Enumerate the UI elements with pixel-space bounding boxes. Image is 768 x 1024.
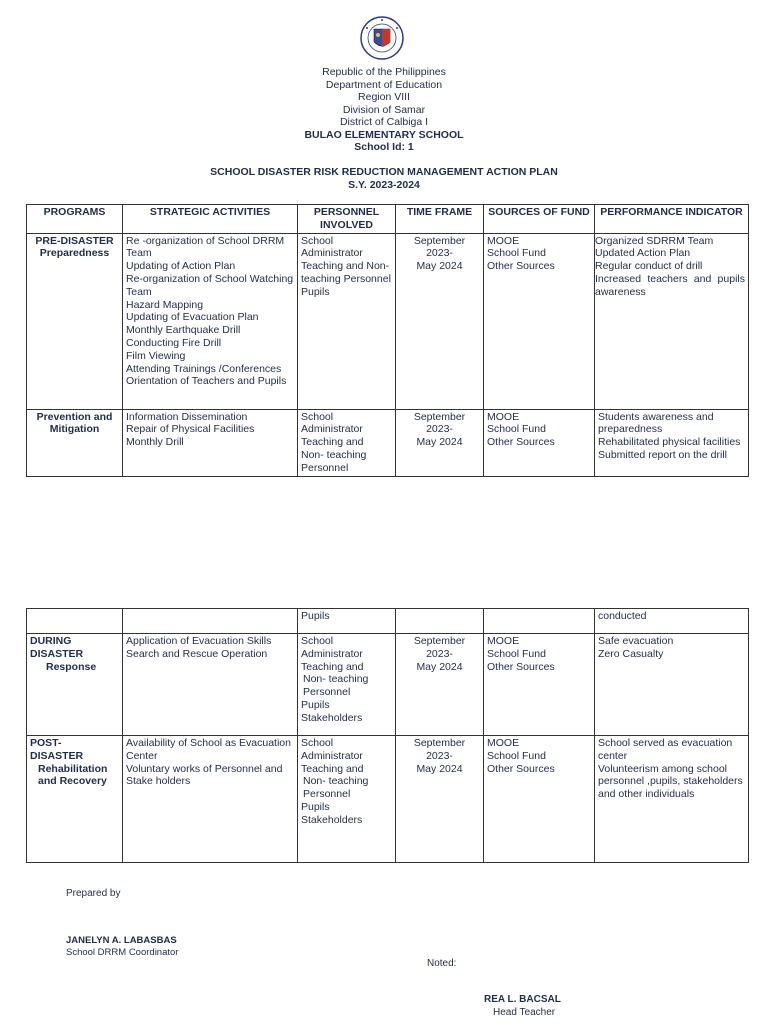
program-text: DISASTER [30, 749, 84, 762]
table-row [27, 409, 749, 476]
personnel-text: Pupils [301, 800, 330, 813]
time-text: 2023- [426, 749, 453, 762]
program-text: POST- [30, 737, 62, 749]
prepared-by-name: JANELYN A. LABASBAS [66, 935, 177, 946]
noted-by-name: REA L. BACSAL [484, 994, 561, 1005]
funds-cell [484, 609, 595, 634]
time-frame-cell [396, 609, 484, 634]
column-header: PERSONNEL INVOLVED [298, 205, 396, 234]
personnel-text: Pupils [301, 285, 330, 298]
document-header [0, 66, 768, 154]
personnel-text: Non- teaching [301, 448, 367, 461]
time-text: May 2024 [416, 762, 463, 775]
fund-text: Other Sources [487, 660, 555, 673]
prepared-by-label: Prepared by [66, 888, 121, 899]
indicator-text: School served as evacuation center [598, 737, 733, 762]
activity-text: Updating of Action Plan [126, 260, 236, 273]
activity-text: Information Dissemination [126, 410, 248, 423]
activity-text: Hazard Mapping [126, 298, 204, 311]
personnel-text: Administrator [301, 749, 363, 762]
column-header: TIME FRAME [396, 205, 484, 234]
school-year: S.Y. 2023-2024 [348, 178, 420, 191]
activity-text: Orientation of Teachers and Pupils [126, 375, 287, 388]
program-cell [27, 609, 123, 634]
indicator-cell [595, 409, 749, 476]
personnel-text: Personnel [301, 461, 349, 474]
activity-text: Re-organization of School Watching Team [126, 272, 294, 298]
personnel-text: Teaching and [301, 660, 364, 673]
activity-text: Search and Rescue Operation [126, 647, 268, 660]
fund-text: School Fund [487, 749, 546, 762]
action-plan-table-part2 [26, 608, 749, 863]
activity-text: Voluntary works of Personnel and Stake holders [126, 762, 283, 788]
time-frame-cell [396, 634, 484, 736]
activities-cell [123, 736, 298, 863]
table-header-row [27, 205, 749, 234]
personnel-cell [298, 233, 396, 409]
indicator-text: Rehabilitated physical facilities [598, 436, 741, 449]
table-row [27, 736, 749, 863]
time-text: May 2024 [416, 660, 463, 673]
personnel-cell [298, 634, 396, 736]
personnel-text: Non- teaching [303, 775, 369, 788]
indicator-text: Organized SDRRM Team [595, 234, 714, 247]
indicator-cell [595, 233, 749, 409]
header-line: District of Calbiga I [339, 116, 429, 128]
funds-cell [484, 409, 595, 476]
personnel-text: Teaching and [301, 436, 364, 449]
plan-title-block [0, 166, 768, 191]
deped-seal-logo [357, 16, 407, 60]
program-text: PRE-DISASTER [35, 234, 114, 247]
activities-cell [123, 233, 298, 409]
header-line: Department of Education [325, 78, 443, 91]
fund-text: Other Sources [487, 436, 555, 449]
time-text: September [413, 635, 466, 647]
table-row [27, 233, 749, 409]
personnel-text: Personnel [303, 788, 351, 801]
program-cell [27, 736, 123, 863]
column-header: PROGRAMS [27, 205, 123, 234]
fund-text: MOOE [487, 737, 520, 749]
noted-label: Noted: [427, 958, 457, 969]
personnel-text: Non- teaching [303, 673, 369, 686]
funds-cell [484, 233, 595, 409]
time-text: May 2024 [416, 436, 463, 449]
indicator-text: Updated Action Plan [595, 247, 691, 260]
activity-text: Updating of Evacuation Plan [126, 311, 259, 324]
program-text: DURING [30, 635, 72, 647]
column-header: STRATEGIC ACTIVITIES [123, 205, 298, 234]
indicator-text: Increased teachers and pupils awareness [595, 272, 745, 298]
action-plan-table-part1 [26, 204, 749, 477]
program-text: Response [46, 660, 97, 673]
time-text: September [413, 410, 466, 423]
header-line: Division of Samar [342, 103, 426, 116]
table-row [27, 634, 749, 736]
program-cell [27, 233, 123, 409]
indicator-cell [595, 736, 749, 863]
indicator-text: Students awareness and preparedness [598, 410, 714, 436]
fund-text: MOOE [487, 410, 520, 423]
personnel-text: School [301, 737, 334, 749]
activity-text: Monthly Earthquake Drill [126, 324, 241, 337]
personnel-text: Teaching and Non-teaching Personnel [301, 260, 391, 285]
indicator-text: Regular conduct of drill [595, 260, 703, 273]
activities-cell [123, 609, 298, 634]
indicator-text: Safe evacuation [598, 635, 674, 647]
personnel-text: Administrator [301, 423, 363, 436]
personnel-text: Teaching and [301, 762, 364, 775]
program-text: DISASTER [30, 647, 84, 660]
activity-text: Re -organization of School DRRM Team [126, 234, 285, 260]
header-line: Republic of the Philippines [322, 66, 446, 78]
activity-text: Application of Evacuation Skills [126, 635, 272, 647]
time-text: September [413, 737, 466, 749]
program-text: Prevention and [36, 410, 113, 423]
school-name: BULAO ELEMENTARY SCHOOL [304, 128, 464, 141]
fund-text: School Fund [487, 247, 546, 260]
program-cell [27, 634, 123, 736]
fund-text: Other Sources [487, 260, 555, 273]
time-frame-cell [396, 233, 484, 409]
personnel-text: School Administrator [301, 234, 363, 260]
table-row-continued [27, 609, 749, 634]
noted-by-title: Head Teacher [493, 1007, 556, 1018]
header-line: Region VIII [358, 91, 410, 103]
time-text: 2023- [426, 423, 453, 436]
personnel-text: School [301, 635, 334, 647]
plan-title: SCHOOL DISASTER RISK REDUCTION MANAGEMENT ACTION PLAN [210, 166, 558, 178]
time-text: May 2024 [416, 260, 463, 273]
fund-text: School Fund [487, 423, 546, 436]
program-text: and Recovery [38, 775, 107, 788]
time-frame-cell [396, 409, 484, 476]
activities-cell [123, 409, 298, 476]
personnel-text: School [301, 410, 334, 423]
indicator-text: Volunteerism among school personnel ,pupils, stakeholders and other individuals [598, 762, 743, 801]
personnel-text: Administrator [301, 647, 363, 660]
indicator-text: Submitted report on the drill [598, 448, 727, 461]
activities-cell [123, 634, 298, 736]
personnel-cell [298, 736, 396, 863]
personnel-text: Pupils [301, 698, 330, 711]
school-id: School Id: 1 [354, 141, 414, 153]
fund-text: School Fund [487, 647, 546, 660]
program-text: Rehabilitation [38, 762, 108, 775]
fund-text: MOOE [487, 635, 520, 647]
indicator-text: Zero Casualty [598, 647, 664, 660]
activity-text: Monthly Drill [126, 436, 184, 449]
fund-text: Other Sources [487, 762, 555, 775]
time-text: September [413, 234, 466, 247]
time-frame-cell [396, 736, 484, 863]
personnel-text: Personnel [303, 686, 351, 699]
program-cell [27, 409, 123, 476]
indicator-cell [595, 634, 749, 736]
personnel-text: Stakeholders [301, 813, 363, 826]
fund-text: MOOE [487, 234, 520, 247]
personnel-text: Stakeholders [301, 711, 363, 724]
activity-text: Attending Trainings /Conferences [126, 362, 282, 375]
funds-cell [484, 634, 595, 736]
time-text: 2023- [426, 247, 453, 260]
time-text: 2023- [426, 647, 453, 660]
program-text: Mitigation [49, 423, 100, 436]
column-header: PERFORMANCE INDICATOR [595, 205, 749, 234]
activity-text: Repair of Physical Facilities [126, 423, 255, 436]
funds-cell [484, 736, 595, 863]
prepared-by-title: School DRRM Coordinator [66, 947, 179, 958]
activity-text: Availability of School as Evacuation Center [126, 737, 291, 762]
indicator-cell: conducted [595, 609, 749, 634]
activity-text: Conducting Fire Drill [126, 336, 222, 349]
program-text: Preparedness [39, 247, 110, 260]
activity-text: Film Viewing [126, 349, 186, 362]
personnel-cell [298, 409, 396, 476]
personnel-cell: Pupils [298, 609, 396, 634]
column-header: SOURCES OF FUND [484, 205, 595, 234]
